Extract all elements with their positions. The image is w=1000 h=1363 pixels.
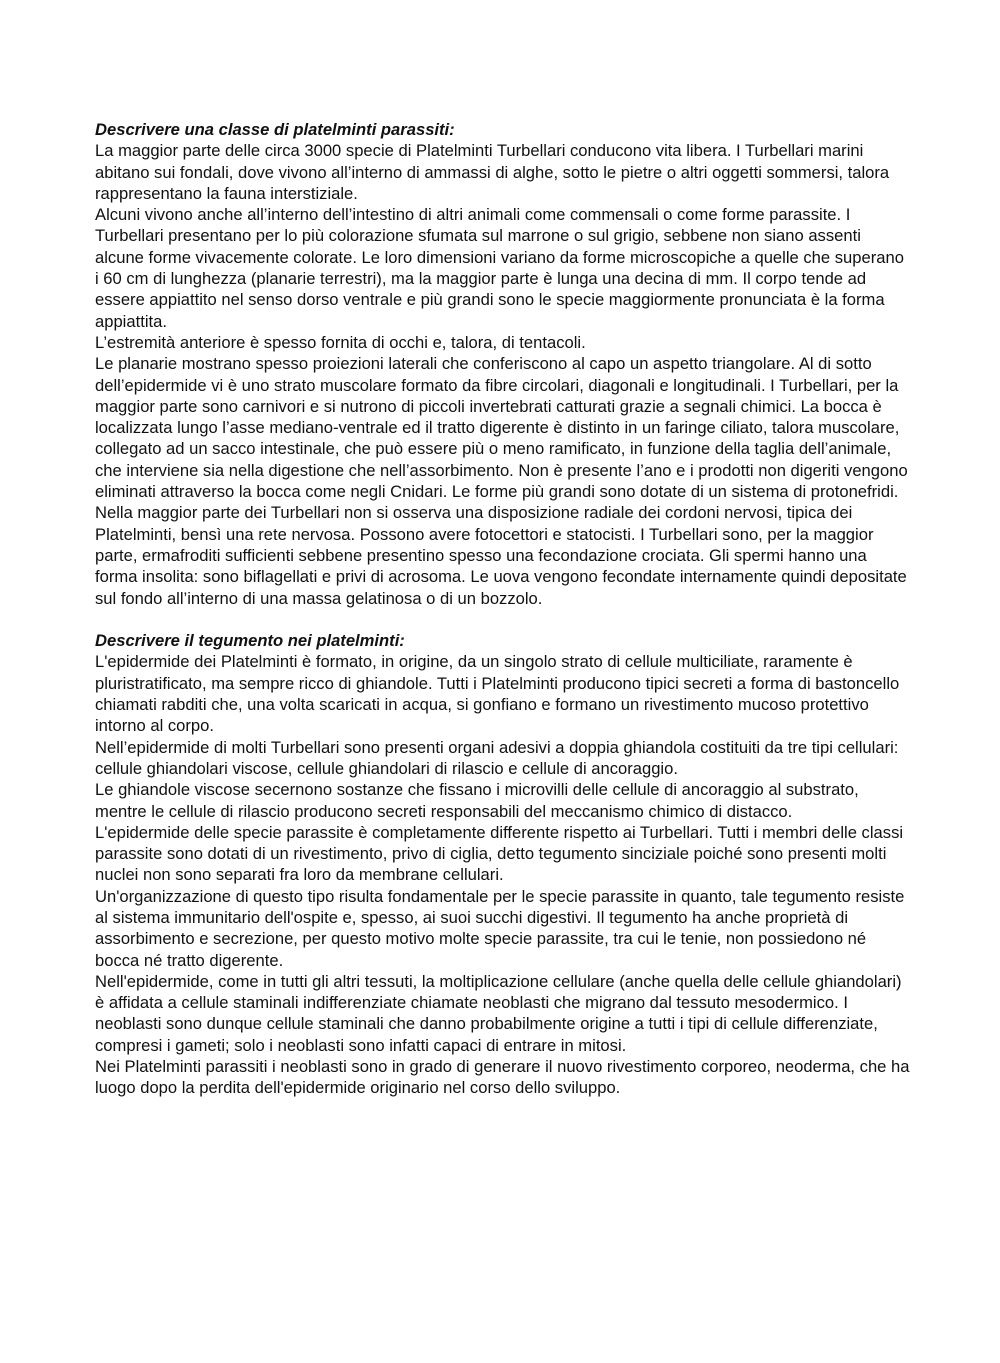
paragraph: Nell’epidermide di molti Turbellari sono presenti organi adesivi a doppia ghiandola costituiti da tre tipi cellulari: cellule ghiandolari viscose, cellule ghiandolari di rilascio e cellule di ancoraggio. — [95, 737, 899, 778]
document-page — [95, 119, 910, 1099]
section-heading-platelminti-parassiti: Descrivere una classe di platelminti parassiti: — [95, 120, 455, 139]
paragraph: Nell'epidermide, come in tutti gli altri tessuti, la moltiplicazione cellulare (anche quella delle cellule ghiandolari) è affidata a cellule staminali indifferenziate chiamate neoblasti che migrano dal tessuto mesodermico. I neoblasti sono dunque cellule staminali che danno probabilmente origine a tutti i tipi di cellule differenziate, compresi i gameti; solo i neoblasti sono infatti capaci di entrare in mitosi. — [95, 971, 902, 1055]
paragraph: Alcuni vivono anche all’interno dell’intestino di altri animali come commensali o come forme parassite. I Turbellari presentano per lo più colorazione sfumata sul marrone o sul grigio, sebbene non siano assenti alcune forme vivacemente colorate. Le loro dimensioni variano da forme microscopiche a quelle che superano i 60 cm di lunghezza (planarie terrestri), ma la maggior parte è lunga una decina di mm. Il corpo tende ad essere appiattito nel senso dorso ventrale e più grandi sono le specie maggiormente pronunciata è la forma appiattita. — [95, 205, 904, 331]
paragraph: L'epidermide delle specie parassite è completamente differente rispetto ai Turbellari. Tutti i membri delle classi parassite sono dotati di un rivestimento, privo di ciglia, detto tegumento sinciziale poiché sono presenti molti nuclei non sono separati fra loro da membrane cellulari. — [95, 822, 904, 885]
paragraph: L'epidermide dei Platelminti è formato, in origine, da un singolo strato di cellule multiciliate, raramente è pluristratificato, ma sempre ricco di ghiandole. Tutti i Platelminti producono tipici secreti a forma di bastoncello chiamati rabditi che, una volta scaricati in acqua, si gonfiano e formano un rivestimento mucoso protettivo intorno al corpo. — [95, 652, 900, 736]
section-spacer — [95, 609, 910, 630]
paragraph: L’estremità anteriore è spesso fornita di occhi e, talora, di tentacoli. — [95, 332, 586, 352]
section-heading-tegumento: Descrivere il tegumento nei platelminti: — [95, 631, 405, 651]
paragraph: Nei Platelminti parassiti i neoblasti sono in grado di generare il nuovo rivestimento corporeo, neoderma, che ha luogo dopo la perdita dell'epidermide originario nel corso dello sviluppo. — [95, 1057, 910, 1098]
paragraph: Le ghiandole viscose secernono sostanze che fissano i microvilli delle cellule di ancoraggio al substrato, mentre le cellule di rilascio producono secreti responsabili del meccanismo chimico di distacco. — [95, 780, 859, 821]
paragraph: Un'organizzazione di questo tipo risulta fondamentale per le specie parassite in quanto, tale tegumento resiste al sistema immunitario dell'ospite e, spesso, ai suoi succhi digestivi. Il tegumento ha anche proprietà di assorbimento e secrezione, per questo motivo molte specie parassite, tra cui le tenie, non possiedono né bocca né tratto digerente. — [95, 886, 905, 970]
paragraph: La maggior parte delle circa 3000 specie di Platelminti Turbellari conducono vita libera. I Turbellari marini abitano sui fondali, dove vivono all’interno di ammassi di alghe, sotto le pietre o altri oggetti sommersi, talora rappresentano la fauna interstiziale. — [95, 141, 890, 203]
paragraph: Le planarie mostrano spesso proiezioni laterali che conferiscono al capo un aspetto triangolare. Al di sotto dell’epidermide vi è uno strato muscolare formato da fibre circolari, diagonali e longitudinali. I Turbellari, per la maggior parte sono carnivori e si nutrono di piccoli invertebrati catturati grazie a segnali chimici. La bocca è localizzata lungo l’asse mediano-ventrale ed il tratto digerente è distinto in un faringe ciliato, talora muscolare, collegato ad un sacco intestinale, che può essere più o meno ramificato, in funzione della taglia dell’animale, che interviene sia nella digestione che nell’assorbimento. Non è presente l’ano e i prodotti non digeriti vengono eliminati attraverso la bocca come negli Cnidari. Le forme più grandi sono dotate di un sistema di protonefridi. Nella maggior parte dei Turbellari non si osserva una disposizione radiale dei cordoni nervosi, tipica dei Platelminti, bensì una rete nervosa. Possono avere fotocettori e statocisti. I Turbellari sono, per la maggior parte, ermafroditi sufficienti sebbene presentino spesso una fecondazione crociata. Gli spermi hanno una forma insolita: sono biflagellati e privi di acrosoma. Le uova vengono fecondate internamente quindi depositate sul fondo all’interno di una massa gelatinosa o di un bozzolo. — [95, 354, 908, 608]
